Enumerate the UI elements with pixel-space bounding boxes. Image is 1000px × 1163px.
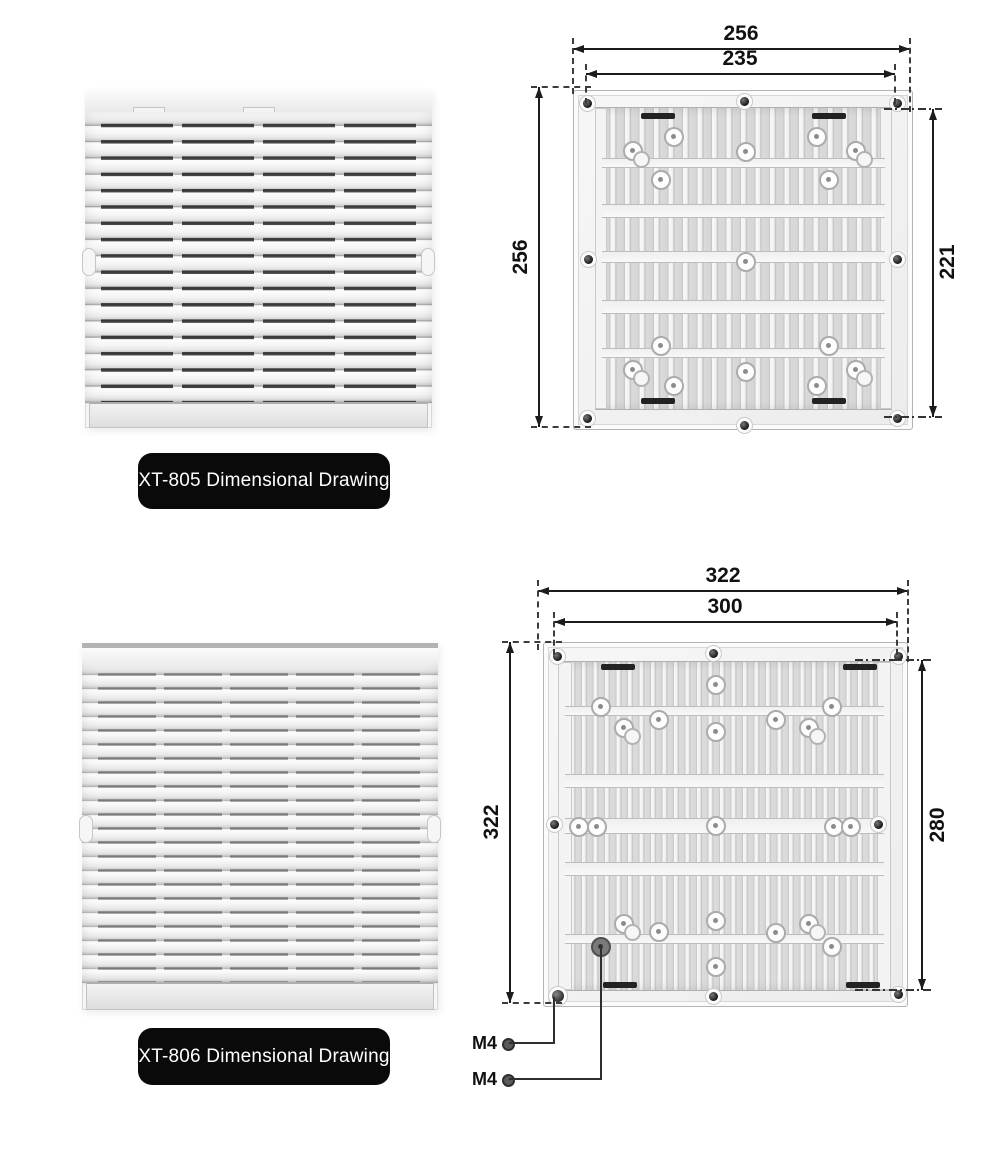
xt805-top-cap — [85, 90, 432, 113]
louver-slot-column — [296, 665, 354, 983]
filter-clip-boss — [819, 170, 839, 190]
filter-clip-boss — [623, 141, 643, 161]
louver-slot-column — [344, 114, 416, 402]
frame-screw — [709, 992, 718, 1001]
frame-screw — [584, 255, 593, 264]
frame-screw — [894, 990, 903, 999]
leader-line — [553, 997, 555, 1044]
latch-slot — [812, 398, 846, 404]
xt805-filter-grid — [595, 107, 892, 410]
dim-line-outer-width — [538, 590, 908, 592]
side-clip-ear — [427, 815, 441, 843]
louver-slot-column — [182, 114, 254, 402]
leader-dot — [502, 1074, 515, 1087]
filter-clip-boss — [822, 697, 842, 717]
centerline — [855, 989, 933, 991]
filter-clip-boss — [623, 360, 643, 380]
leader-line — [509, 1078, 602, 1080]
louver-slot-column — [101, 114, 173, 402]
xt806-front-view — [82, 643, 438, 1010]
xt805-title-badge — [138, 453, 390, 509]
frame-screw — [893, 255, 902, 264]
frame-screw — [740, 97, 749, 106]
louver-slot-column — [164, 665, 222, 983]
filter-clip-boss — [822, 937, 842, 957]
latch-slot — [843, 664, 877, 670]
filter-clip-boss — [706, 722, 726, 742]
grille-rail — [602, 348, 885, 358]
filter-clip-boss — [664, 376, 684, 396]
extension-line — [909, 38, 911, 112]
filter-clip-boss — [706, 816, 726, 836]
latch-slot — [812, 113, 846, 119]
louver-slot-column — [362, 665, 420, 983]
xt806-filter-grid — [558, 661, 891, 991]
dim-value-outer-width: 322 — [705, 564, 741, 587]
m4-label-inner: M4 — [471, 1069, 497, 1089]
filter-clip-boss — [651, 336, 671, 356]
dim-value-mounting-height: 221 — [936, 244, 959, 280]
frame-screw — [550, 820, 559, 829]
frame-screw — [709, 649, 718, 658]
grille-rail — [602, 300, 885, 314]
filter-clip-boss — [614, 718, 634, 738]
filter-clip-boss — [706, 957, 726, 977]
filter-clip-boss — [569, 817, 589, 837]
grille-rail — [602, 204, 885, 218]
xt806-title-badge — [138, 1028, 390, 1085]
latch-slot — [641, 398, 675, 404]
latch-slot — [641, 113, 675, 119]
dim-value-outer-height: 322 — [480, 804, 503, 840]
side-clip-ear — [79, 815, 93, 843]
extension-line — [894, 64, 896, 104]
filter-clip-boss — [664, 127, 684, 147]
filter-clip-boss — [591, 697, 611, 717]
centerline — [855, 659, 933, 661]
dim-value-mounting-width: 235 — [722, 47, 758, 70]
latch-slot — [603, 982, 637, 988]
filter-clip-boss — [807, 127, 827, 147]
centerline — [884, 416, 942, 418]
leader-line — [509, 1042, 555, 1044]
dim-line-mounting-height — [932, 109, 934, 417]
dim-line-mounting-height — [921, 660, 923, 990]
frame-screw — [874, 820, 883, 829]
latch-slot — [846, 982, 880, 988]
filter-clip-boss — [649, 710, 669, 730]
grille-rail — [565, 774, 884, 788]
extension-line — [553, 612, 555, 655]
filter-clip-boss — [587, 817, 607, 837]
filter-clip-boss — [807, 376, 827, 396]
dim-line-mounting-width — [554, 621, 897, 623]
louver-slot-column — [230, 665, 288, 983]
extension-line — [531, 86, 591, 88]
filter-clip-boss — [766, 710, 786, 730]
frame-screw — [740, 421, 749, 430]
dim-value-outer-height: 256 — [509, 239, 532, 275]
m4-label-corner: M4 — [471, 1033, 497, 1053]
filter-clip-boss — [766, 923, 786, 943]
frame-screw — [583, 414, 592, 423]
dim-line-outer-height — [538, 87, 540, 427]
xt806-base — [86, 982, 434, 1010]
side-clip-ear — [82, 248, 96, 276]
extension-line — [502, 641, 562, 643]
grille-rail — [565, 862, 884, 876]
extension-line — [896, 612, 898, 655]
centerline — [884, 108, 942, 110]
extension-line — [585, 64, 587, 104]
xt806-louver-grille — [82, 663, 438, 985]
leader-line — [600, 947, 602, 1080]
filter-clip-boss — [736, 362, 756, 382]
dim-line-mounting-width — [586, 73, 895, 75]
xt806-title-text: XT-806 Dimensional Drawing — [138, 1045, 390, 1067]
extension-line — [531, 426, 591, 428]
xt805-title-text: XT-805 Dimensional Drawing — [138, 470, 390, 491]
filter-clip-boss — [651, 170, 671, 190]
leader-dot — [502, 1038, 515, 1051]
xt805-louver-grille — [85, 112, 432, 404]
xt806-rear-view — [543, 642, 908, 1007]
filter-clip-boss — [799, 718, 819, 738]
filter-clip-boss — [736, 142, 756, 162]
dim-value-mounting-width: 300 — [707, 595, 743, 618]
filter-clip-boss — [649, 922, 669, 942]
xt805-base — [89, 402, 428, 428]
louver-slot-column — [98, 665, 156, 983]
dim-value-mounting-height: 280 — [926, 807, 949, 843]
filter-clip-boss — [736, 252, 756, 272]
filter-clip-boss — [614, 914, 634, 934]
filter-clip-boss — [846, 360, 866, 380]
xt805-front-view — [85, 90, 432, 428]
dim-value-outer-width: 256 — [723, 22, 759, 45]
extension-line — [907, 580, 909, 662]
filter-clip-boss — [799, 914, 819, 934]
filter-clip-boss — [846, 141, 866, 161]
filter-clip-boss — [819, 336, 839, 356]
filter-clip-boss — [706, 911, 726, 931]
xt805-rear-view — [573, 90, 913, 430]
side-clip-ear — [421, 248, 435, 276]
filter-clip-boss — [706, 675, 726, 695]
dim-line-outer-height — [509, 642, 511, 1003]
latch-slot — [601, 664, 635, 670]
filter-clip-boss — [841, 817, 861, 837]
extension-line — [537, 580, 539, 650]
louver-slot-column — [263, 114, 335, 402]
